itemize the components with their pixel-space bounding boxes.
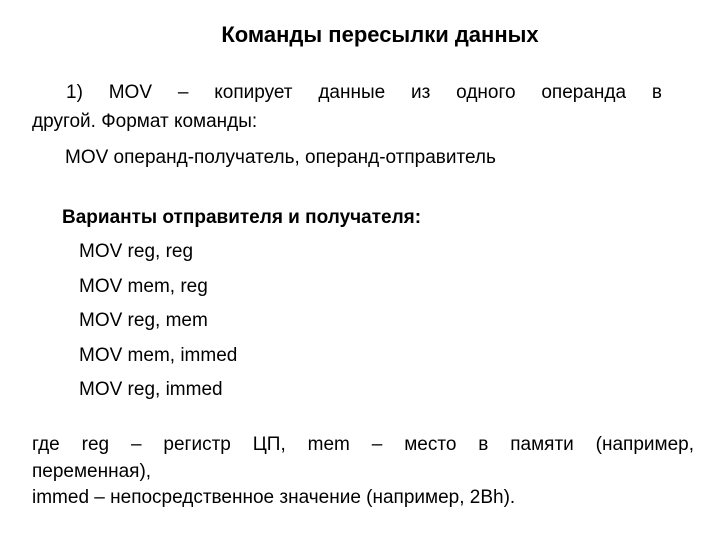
- variants-list: [79, 235, 237, 408]
- variant-item: MOV reg, reg: [79, 241, 194, 262]
- operand-notes: [32, 432, 694, 512]
- variant-item: MOV reg, mem: [79, 310, 208, 331]
- variant-item: MOV reg, immed: [79, 379, 223, 400]
- notes-line-1: где reg – регистр ЦП, mem – место в памяти (например,: [32, 434, 694, 455]
- slide-title: Команды пересылки данных: [221, 22, 539, 47]
- mov-description-line-2: другой. Формат команды:: [32, 111, 258, 132]
- mov-description-line-1: 1) MOV – копирует данные из одного операнда в: [66, 82, 662, 103]
- command-format: MOV операнд-получатель, операнд-отправитель: [65, 147, 496, 168]
- variant-item: MOV mem, reg: [79, 275, 208, 297]
- notes-line-3: immed – непосредственное значение (например, 2Bh).: [32, 487, 516, 508]
- variants-heading: Варианты отправителя и получателя:: [62, 207, 422, 228]
- notes-line-2: переменная),: [32, 460, 152, 482]
- variant-item: MOV mem, immed: [79, 344, 238, 366]
- mov-description: [32, 78, 662, 136]
